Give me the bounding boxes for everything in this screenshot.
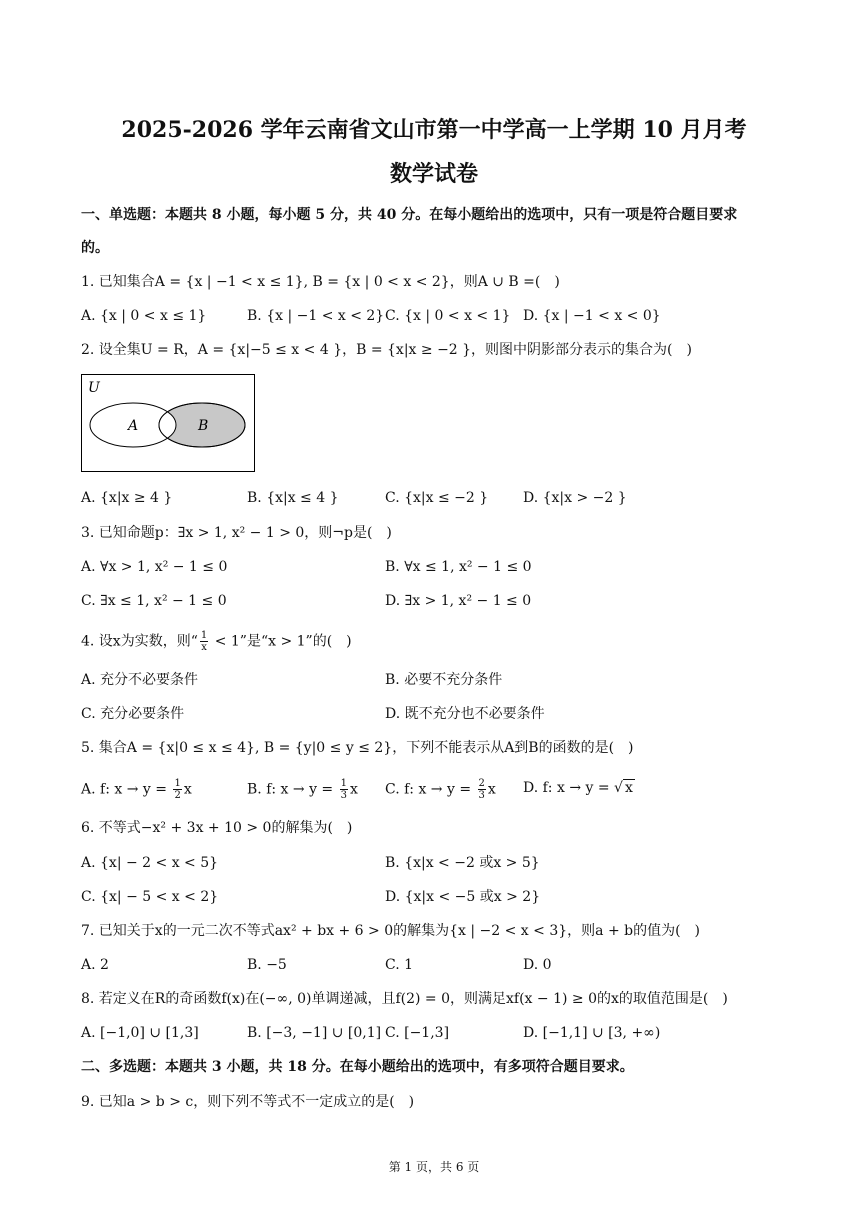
venn-label-a: A [128, 418, 139, 434]
q5-option-a-den: 2 [174, 790, 181, 801]
q5-option-c-suffix: x [487, 781, 496, 798]
q2-option-d: D. {x|x > −2 } [523, 490, 627, 506]
q6-stem: 6. 不等式−x² + 3x + 10 > 0的解集为( ) [81, 820, 353, 836]
q8-option-c: C. [−1,3] [385, 1025, 450, 1041]
q2-option-b: B. {x|x ≤ 4 } [247, 490, 339, 506]
q4-option-c: C. 充分必要条件 [81, 706, 185, 722]
venn-label-b: B [198, 418, 209, 434]
q1-option-b: B. {x | −1 < x < 2} [247, 308, 385, 324]
q5-option-d-prefix: D. f: x → y = [523, 780, 615, 796]
q4-stem [81, 630, 352, 653]
q6-option-a: A. {x| − 2 < x < 5} [81, 855, 219, 871]
q3-option-b: B. ∀x ≤ 1, x² − 1 ≤ 0 [385, 559, 532, 575]
q5-option-c-prefix: C. f: x → y = [385, 781, 476, 798]
q5-option-a [81, 778, 192, 801]
q1-option-c: C. {x | 0 < x < 1} [385, 308, 511, 324]
section1-header: 一、单选题：本题共 8 小题，每小题 5 分，共 40 分。在每小题给出的选项中，只有一项是符合题目要求 [81, 207, 738, 223]
q5-option-a-prefix: A. f: x → y = [81, 781, 172, 798]
sqrt-icon: √ [614, 780, 623, 796]
q4-option-b: B. 必要不充分条件 [385, 672, 503, 688]
q7-option-c: C. 1 [385, 957, 414, 973]
q3-option-d: D. ∃x > 1, x² − 1 ≤ 0 [385, 593, 532, 609]
q6-option-b: B. {x|x < −2 或x > 5} [385, 855, 540, 871]
section1-header-cont: 的。 [81, 240, 109, 256]
q5-option-d-radicand: x [624, 780, 633, 796]
q2-stem: 2. 设全集U = R，A = {x|−5 ≤ x < 4 }，B = {x|x ≥ −2 }，则图中阴影部分表示的集合为( ) [81, 342, 692, 358]
q9-stem: 9. 已知a > b > c，则下列不等式不一定成立的是( ) [81, 1094, 415, 1110]
q4-frac-den: x [201, 642, 207, 653]
q2-option-c: C. {x|x ≤ −2 } [385, 490, 489, 506]
q5-option-b-num: 1 [340, 778, 347, 789]
q5-option-d [523, 778, 635, 798]
q8-option-d: D. [−1,1] ∪ [3, +∞) [523, 1025, 661, 1041]
q7-stem: 7. 已知关于x的一元二次不等式ax² + bx + 6 > 0的解集为{x | −2 < x < 3}，则a + b的值为( ) [81, 923, 701, 939]
q5-option-c-num: 2 [478, 778, 485, 789]
q4-option-a: A. 充分不必要条件 [81, 672, 199, 688]
q5-option-a-fraction [173, 778, 181, 801]
q4-stem-before: 4. 设x为实数，则“ [81, 633, 198, 650]
q4-fraction [200, 630, 208, 653]
q1-option-a: A. {x | 0 < x ≤ 1} [81, 308, 207, 324]
q5-option-c-fraction [478, 778, 486, 801]
q6-option-c: C. {x| − 5 < x < 2} [81, 889, 219, 905]
q8-option-a: A. [−1,0] ∪ [1,3] [81, 1025, 199, 1041]
exam-title: 2025-2026 学年云南省文山市第一中学高一上学期 10 月月考 [121, 117, 747, 143]
q8-stem: 8. 若定义在R的奇函数f(x)在(−∞, 0)单调递减，且f(2) = 0，则满足xf(x − 1) ≥ 0的x的取值范围是( ) [81, 991, 728, 1007]
q5-option-b-den: 3 [340, 790, 347, 801]
q7-option-a: A. 2 [81, 957, 109, 973]
q1-option-d: D. {x | −1 < x < 0} [523, 308, 661, 324]
q8-option-b: B. [−3, −1] ∪ [0,1] [247, 1025, 382, 1041]
q3-stem: 3. 已知命题p：∃x > 1, x² − 1 > 0，则¬p是( ) [81, 525, 392, 541]
section2-header: 二、多选题：本题共 3 小题，共 18 分。在每小题给出的选项中，有多项符合题目要求。 [81, 1059, 634, 1075]
q5-option-b-prefix: B. f: x → y = [247, 781, 338, 798]
q5-option-b-suffix: x [349, 781, 358, 798]
q7-option-b: B. −5 [247, 957, 287, 973]
q2-option-a: A. {x|x ≥ 4 } [81, 490, 173, 506]
venn-label-u: U [88, 380, 100, 396]
q1-stem: 1. 已知集合A = {x | −1 < x ≤ 1}, B = {x | 0 < x < 2}，则A ∪ B =( ) [81, 274, 560, 290]
q6-option-d: D. {x|x < −5 或x > 2} [385, 889, 541, 905]
q5-stem: 5. 集合A = {x|0 ≤ x ≤ 4}, B = {y|0 ≤ y ≤ 2}，下列不能表示从A到B的函数的是( ) [81, 740, 634, 756]
q3-option-c: C. ∃x ≤ 1, x² − 1 ≤ 0 [81, 593, 227, 609]
exam-subtitle: 数学试卷 [389, 161, 478, 187]
q7-option-d: D. 0 [523, 957, 552, 973]
q5-option-b [247, 778, 358, 801]
q3-option-a: A. ∀x > 1, x² − 1 ≤ 0 [81, 559, 228, 575]
q5-option-a-suffix: x [183, 781, 192, 798]
q5-option-c [385, 778, 496, 801]
page-footer: 第 1 页，共 6 页 [388, 1160, 480, 1174]
q5-option-a-num: 1 [174, 778, 181, 789]
q4-option-d: D. 既不充分也不必要条件 [385, 706, 545, 722]
q4-frac-num: 1 [200, 630, 208, 641]
q5-option-c-den: 3 [478, 790, 485, 801]
q4-stem-after: < 1”是“x > 1”的( ) [210, 633, 352, 650]
venn-diagram [81, 374, 255, 472]
q5-option-b-fraction [340, 778, 348, 801]
